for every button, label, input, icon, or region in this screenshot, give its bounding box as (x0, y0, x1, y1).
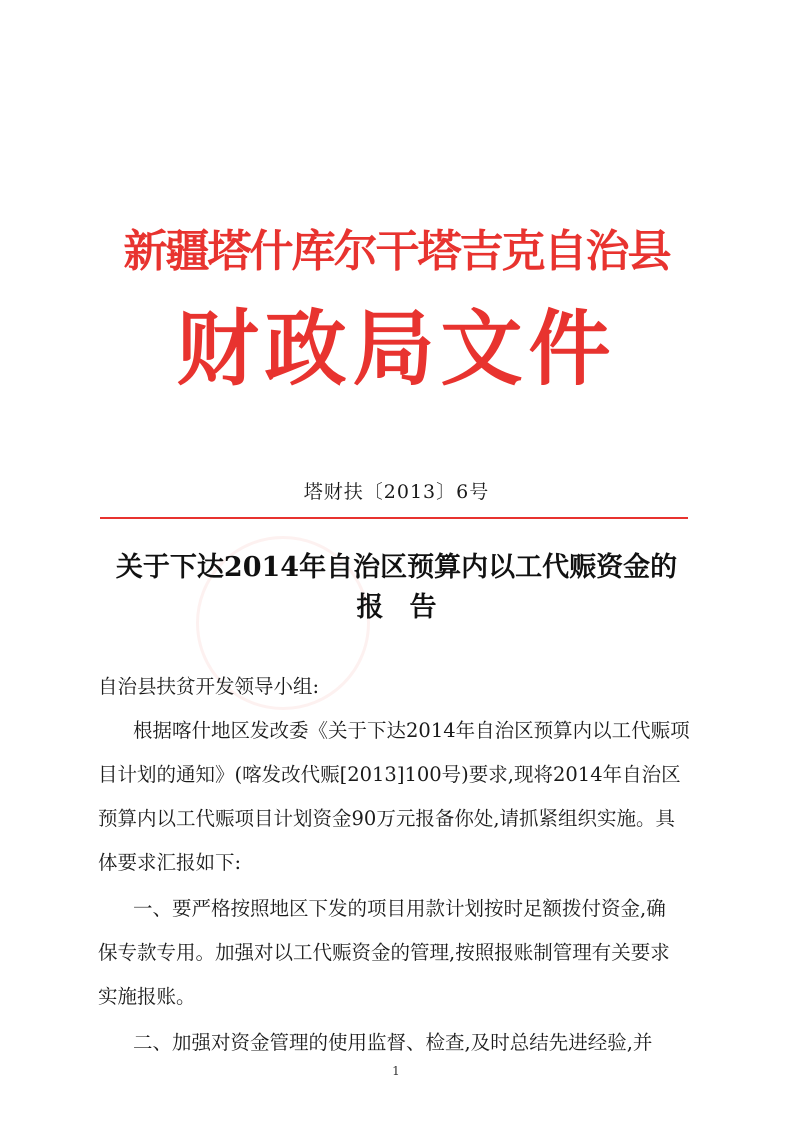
letterhead-doc-type: 财政局文件 (176, 302, 617, 397)
paragraph-1-line-2: 目计划的通知》(喀发改代赈[2013]100号)要求,现将2014年自治区 (98, 763, 681, 786)
paragraph-2-line-2: 保专款专用。加强对以工代赈资金的管理,按照报账制管理有关要求 (98, 941, 670, 964)
paragraph-3-line-1: 二、加强对资金管理的使用监督、检查,及时总结先进经验,并 (133, 1031, 653, 1054)
paragraph-1-line-1: 根据喀什地区发改委《关于下达2014年自治区预算内以工代赈项 (133, 719, 690, 742)
letterhead-org-name: 新疆塔什库尔干塔吉克自治县 (123, 226, 670, 277)
paragraph-2-line-1: 一、要严格按照地区下发的项目用款计划按时足额拨付资金,确 (133, 897, 666, 920)
paragraph-1-line-3: 预算内以工代赈项目计划资金90万元报备你处,请抓紧组织实施。具 (98, 807, 676, 830)
red-divider-rule (100, 517, 688, 519)
paragraph-1-line-4: 体要求汇报如下: (98, 851, 242, 874)
document-number: 塔财扶〔2013〕6号 (303, 481, 490, 503)
recipient-salutation: 自治县扶贫开发领导小组: (98, 675, 320, 698)
page-number: 1 (392, 1064, 400, 1078)
paragraph-2-line-3: 实施报账。 (98, 985, 196, 1008)
document-title-line-1: 关于下达2014年自治区预算内以工代赈资金的 (115, 552, 678, 583)
document-title-line-2: 报告 (356, 592, 463, 623)
